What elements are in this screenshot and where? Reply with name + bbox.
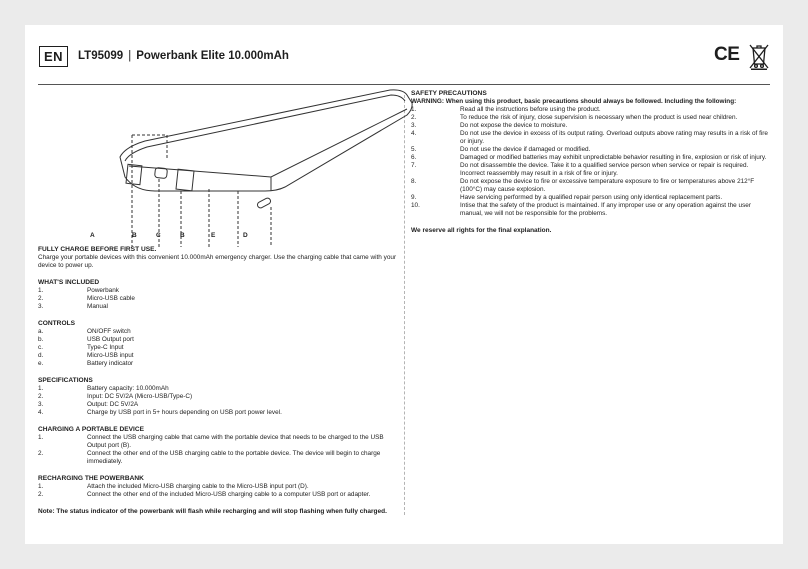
safety-warning: WARNING: When using this product, basic precautions should always be followed. Including the following: xyxy=(411,98,737,105)
list-item: 10. Intise that the safety of the product is maintained. If any improper use or any operation against the user manual, we will not be responsible for the problems. xyxy=(411,202,751,217)
safety-heading: SAFETY PRECAUTIONS xyxy=(411,90,487,97)
list-item: 2. Connect the other end of the USB charging cable to the portable device. The device will begin to charge immediately. xyxy=(38,450,381,465)
list-item: 2. To reduce the risk of injury, close supervision is necessary when the product is used near children. xyxy=(411,114,738,121)
list-item: 1. Powerbank xyxy=(38,287,119,294)
right-column xyxy=(411,90,769,235)
callout-e: E xyxy=(211,232,216,239)
document-title xyxy=(78,50,289,62)
list-item: 3. Do not expose the device to moisture. xyxy=(411,122,568,129)
header-rule xyxy=(38,84,770,85)
list-item: 2. Input: DC 5V/2A (Micro-USB/Type-C) xyxy=(38,393,193,400)
charging-device-list xyxy=(38,434,398,466)
list-item: 3. Manual xyxy=(38,303,108,310)
list-item: b. USB Output port xyxy=(38,336,134,343)
safety-list xyxy=(411,106,769,218)
list-item: 5. Do not use the device if damaged or modified. xyxy=(411,146,591,153)
charging-device-heading: CHARGING A PORTABLE DEVICE xyxy=(38,426,144,433)
recharging-heading: RECHARGING THE POWERBANK xyxy=(38,475,144,482)
list-item: 2. Micro-USB cable xyxy=(38,295,135,302)
list-item: 9. Have servicing performed by a qualified repair person using only identical replacement parts. xyxy=(411,194,723,201)
list-item: 4. Do not use the device in excess of its output rating. Overload outputs above rating may results in a risk of fire or injury. xyxy=(411,130,768,145)
callout-b: B xyxy=(132,232,137,239)
specifications-list xyxy=(38,385,398,417)
included-list xyxy=(38,287,398,311)
callout-labels xyxy=(85,230,415,242)
rights-statement: We reserve all rights for the final explanation. xyxy=(411,227,552,234)
product-name: Powerbank Elite 10.000mAh xyxy=(136,50,289,62)
recharging-list xyxy=(38,483,398,499)
intro-heading: FULLY CHARGE BEFORE FIRST USE. xyxy=(38,246,157,253)
list-item: d. Micro-USB input xyxy=(38,352,134,359)
callout-c: C xyxy=(156,232,161,239)
list-item: 3. Output: DC 5V/2A xyxy=(38,401,139,408)
model-number: LT95099 xyxy=(78,50,124,62)
list-item: c. Type-C Input xyxy=(38,344,124,351)
list-item: 1. Connect the USB charging cable that came with the portable device that needs to be charged to the USB Output port (B). xyxy=(38,434,384,449)
weee-bin-icon xyxy=(748,42,770,70)
list-item: 1. Read all the instructions before using the product. xyxy=(411,106,601,113)
language-badge: EN xyxy=(39,46,68,67)
list-item: 4. Charge by USB port in 5+ hours depending on USB port power level. xyxy=(38,409,282,416)
list-item: e. Battery indicator xyxy=(38,360,134,367)
list-item: 1. Battery capacity: 10.000mAh xyxy=(38,385,169,392)
title-separator: | xyxy=(128,50,132,62)
list-item: 6. Damaged or modified batteries may exhibit unpredictable behavior resulting in fire, explosion or risk of injury. xyxy=(411,154,767,161)
status-note: Note: The status indicator of the powerbank will flash while recharging and will stop flashing when fully charged. xyxy=(38,508,387,515)
callout-d: D xyxy=(243,232,248,239)
specifications-heading: SPECIFICATIONS xyxy=(38,377,93,384)
intro-text: Charge your portable devices with this convenient 10.000mAh emergency charger. Use the charging cable that came with your device to power up. xyxy=(38,254,397,269)
list-item: a. ON/OFF switch xyxy=(38,328,131,335)
callout-a: A xyxy=(90,232,95,239)
manual-page xyxy=(25,25,783,544)
controls-list xyxy=(38,328,398,368)
list-item: 8. Do not expose the device to fire or excessive temperature exposure to fire or temperatures above 212°F (100°C) may cause explosion. xyxy=(411,178,755,193)
ce-mark-icon: CE xyxy=(714,44,740,65)
list-item: 1. Attach the included Micro-USB charging cable to the Micro-USB input port (D). xyxy=(38,483,309,490)
controls-heading: CONTROLS xyxy=(38,320,75,327)
included-heading: WHAT'S INCLUDED xyxy=(38,279,100,286)
powerbank-illustration xyxy=(85,87,415,247)
list-item: 2. Connect the other end of the included Micro-USB charging cable to a computer USB port or adapter. xyxy=(38,491,371,498)
list-item: 7. Do not disassemble the device. Take it to a qualified service person when service or repair is required. Incorrect reassembly may result in a risk of fire or injury. xyxy=(411,162,749,177)
callout-b-second: B xyxy=(180,232,185,239)
left-column xyxy=(38,246,398,516)
